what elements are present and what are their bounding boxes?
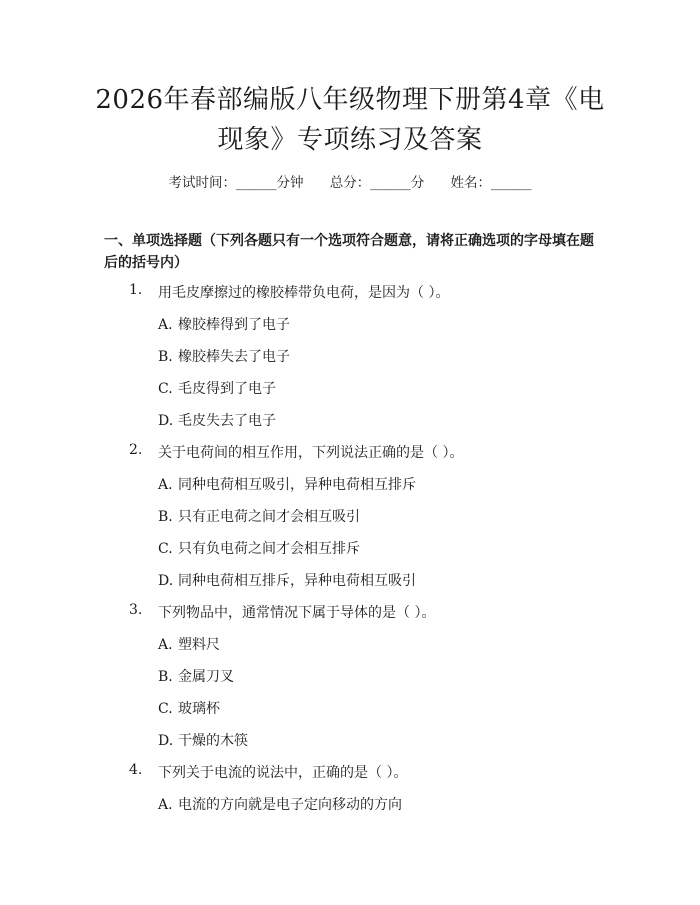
- option-label: D.: [158, 573, 174, 589]
- question-2-option-d: [158, 570, 416, 590]
- option-text: 只有正电荷之间才会相互吸引: [178, 509, 360, 525]
- option-text: 橡胶棒得到了电子: [178, 317, 290, 333]
- student-name-field: 姓名：______: [450, 175, 532, 191]
- question-1-option-d: [158, 410, 276, 430]
- option-label: A.: [158, 637, 173, 653]
- question-3-option-d: [158, 730, 248, 750]
- question-3-option-b: [158, 666, 234, 686]
- question-number: 2.: [129, 442, 143, 458]
- total-score-field: 总分：______分: [329, 175, 425, 191]
- question-3-option-c: [158, 698, 220, 718]
- option-text: 干燥的木筷: [178, 733, 248, 749]
- question-number: 1.: [129, 282, 143, 298]
- question-text: 下列物品中，通常情况下属于导体的是（ ）。: [158, 605, 436, 621]
- option-text: 同种电荷相互排斥，异种电荷相互吸引: [178, 573, 416, 589]
- question-3-option-a: [158, 634, 220, 654]
- option-label: B.: [158, 669, 173, 685]
- question-4-option-a: [158, 794, 402, 814]
- option-label: C.: [158, 701, 173, 717]
- option-text: 电流的方向就是电子定向移动的方向: [178, 797, 402, 813]
- option-text: 毛皮失去了电子: [178, 413, 276, 429]
- option-text: 只有负电荷之间才会相互排斥: [178, 541, 360, 557]
- option-label: D.: [158, 733, 174, 749]
- option-text: 橡胶棒失去了电子: [178, 349, 290, 365]
- option-label: A.: [158, 797, 173, 813]
- option-label: D.: [158, 413, 174, 429]
- question-2-option-b: [158, 506, 360, 526]
- exam-time-field: 考试时间：______分钟: [168, 175, 304, 191]
- question-1-option-b: [158, 346, 290, 366]
- question-number: 3.: [129, 602, 143, 618]
- option-text: 金属刀叉: [178, 669, 234, 685]
- option-text: 毛皮得到了电子: [178, 381, 276, 397]
- question-text: 关于电荷间的相互作用，下列说法正确的是（ ）。: [158, 445, 464, 461]
- section-heading: 一、单项选择题（下列各题只有一个选项符合题意，请将正确选项的字母填在题后的括号内）: [104, 233, 594, 271]
- option-text: 同种电荷相互吸引，异种电荷相互排斥: [178, 477, 416, 493]
- question-text: 下列关于电流的说法中，正确的是（ ）。: [158, 765, 408, 781]
- option-label: C.: [158, 381, 173, 397]
- option-label: B.: [158, 349, 173, 365]
- exam-info-line: [0, 171, 700, 191]
- option-text: 玻璃杯: [178, 701, 220, 717]
- option-label: C.: [158, 541, 173, 557]
- question-2-option-c: [158, 538, 360, 558]
- option-label: A.: [158, 317, 173, 333]
- option-label: B.: [158, 509, 173, 525]
- option-text: 塑料尺: [178, 637, 220, 653]
- option-label: A.: [158, 477, 173, 493]
- question-2-option-a: [158, 474, 416, 494]
- question-1-option-c: [158, 378, 276, 398]
- question-number: 4.: [129, 762, 143, 778]
- question-text: 用毛皮摩擦过的橡胶棒带负电荷，是因为（ ）。: [158, 285, 450, 301]
- question-1-option-a: [158, 314, 290, 334]
- document-title: 2026年春部编版八年级物理下册第4章《电现象》专项练习及答案: [95, 85, 605, 155]
